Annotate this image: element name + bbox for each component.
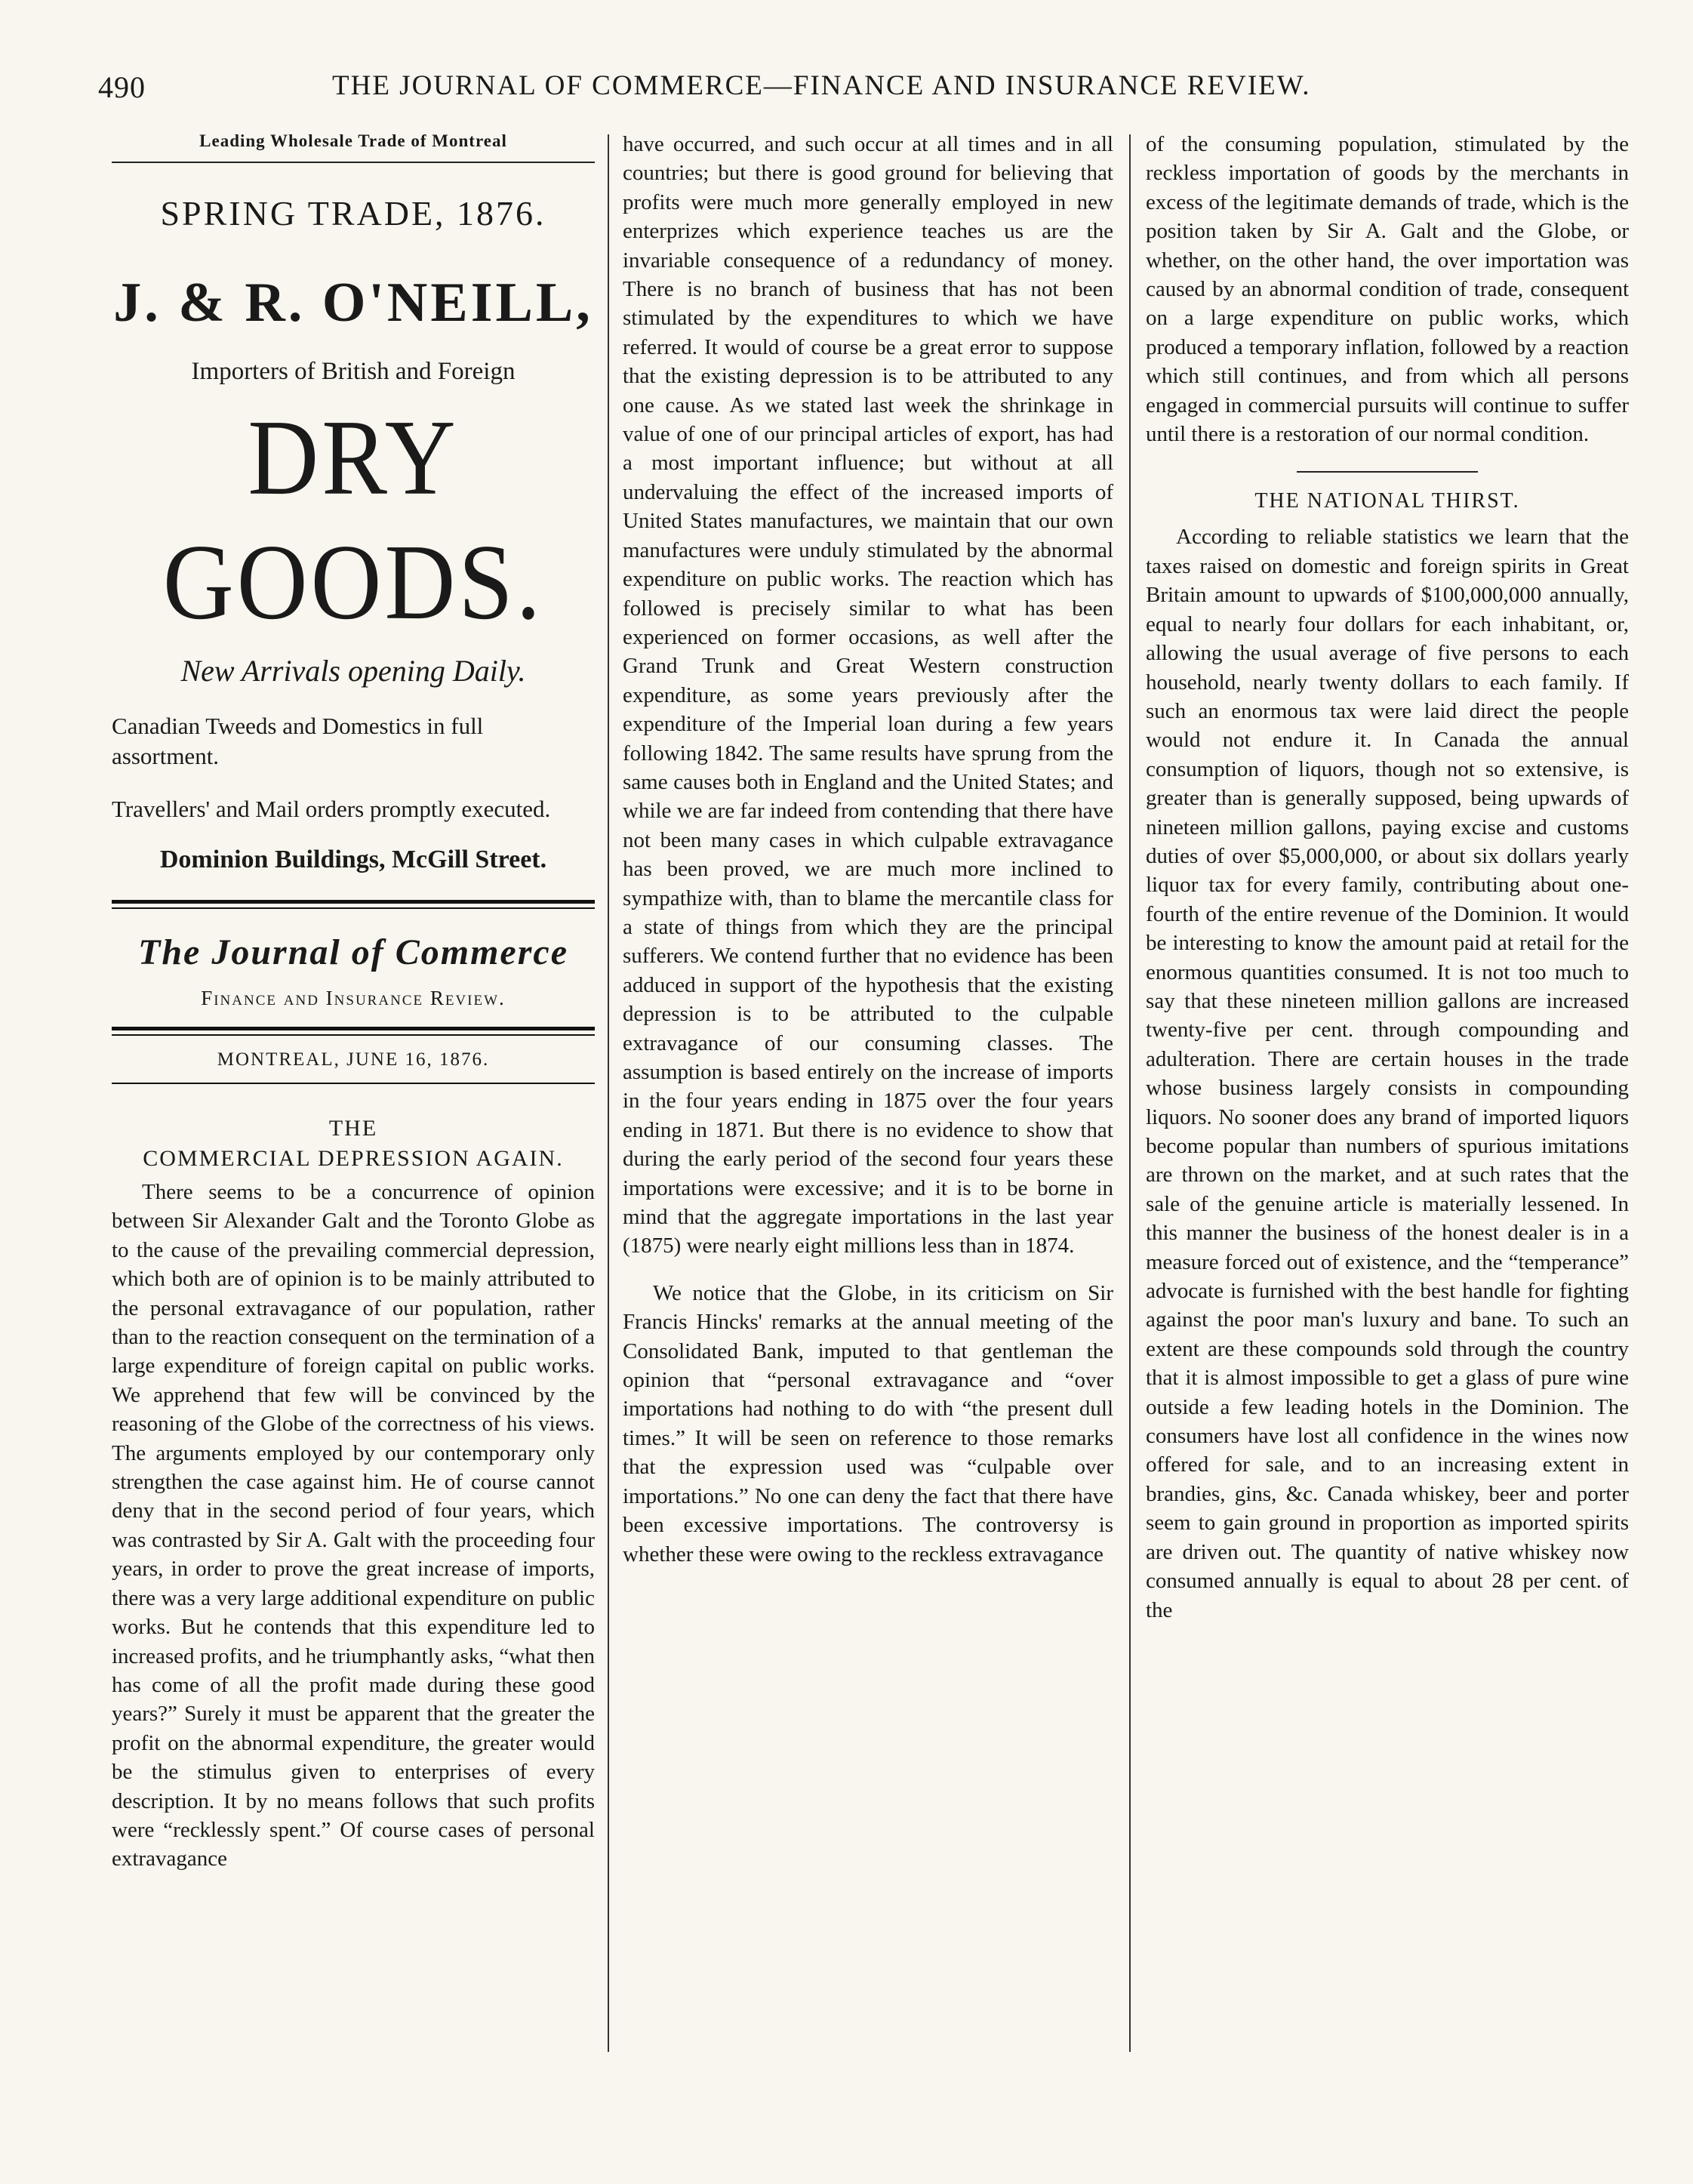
masthead-title: The Journal of Commerce [138,932,568,972]
page-number: 490 [98,70,146,104]
article1-heading-line2: COMMERCIAL DEPRESSION AGAIN. [143,1146,564,1171]
ad-dry-goods: DRY GOODS. [162,398,544,642]
article2-body: According to reliable statistics we learn that the taxes raised on domestic and foreign spirits in Great Britain amount to upwards of $100,000,000 annually, equal to nearly four dollars for each inhabitant, or, allowing the usual average of five persons to each household, nearly twenty dollars to each family. If such an enormous tax were laid direct the people would not endure it. In Canada the annual consumption of liquors, though not so extensive, is greater than is generally supposed, being upwards of nineteen million gallons, paying excise and customs duties of over $5,000,000, or about six dollars yearly liquor tax for every family, contributing about one-fourth of the entire revenue of the Dominion. It would be interesting to know the amount paid at retail for the enormous quantities consumed. It is not too much to say that these nineteen million gallons are increased twenty-five per cent. through compounding and adulteration. There are certain houses in the trade whose business largely consists in compounding liquors. No sooner does any brand of imported liquors become popular than numbers of spurious imitations are thrown on the market, and at such rates that the sale of the genuine article is materially lessened. In this manner the business of the honest dealer is in a measure forced out of existence, and the “temperance” advocate is furnished with the best handle for fighting against the poor man's luxury and bane. To such an extent are these compounds sold through the country that it is almost impossible to get a glass of pure wine outside a few leading hotels in the Dominion. The consumers have lost all confidence in the wines now offered for sale, and to an increasing extent in brandies, gins, &c. Canada whiskey, beer and porter seem to gain ground in proportion as imported spirits are driven out. The quantity of native whiskey now consumed annually is equal to about 28 per cent. of the [1146,525,1629,1622]
running-head [98,69,1600,115]
column-3 [1146,130,1629,1625]
masthead-rule-top [112,900,595,904]
ad-firm-name: J. & R. O'NEILL, [113,272,593,334]
masthead-rule-bottom-thin [112,1034,595,1036]
ad-banner: Leading Wholesale Trade of Montreal [199,131,507,150]
article-separator [1297,471,1478,473]
article1-paragraph-1b: have occurred, and such occur at all times and in all countries; but there is good ground for believing that profits were much more generally employed in new enterprizes which experience teaches us are the invariable consequence of a redundancy of money. There is no branch of business that has not been stimulated by the expenditures to which we have referred. It would of course be a great error to suppose that the existing depression is to be attributed to any one cause. As we stated last week the shrinkage in value of one of our principal articles of export, has had a most important influence; but without at all undervaluing the effect of the increased imports of United States manufactures, we maintain that our own manufactures were unduly stimulated by the abnormal expenditure on public works. The reaction which has followed is precisely similar to what has been experienced on former occasions, as well after the Grand Trunk and Great Western construction expenditure, as some years previously after the expenditure of the Imperial loan during a few years following 1842. The same results have sprung from the same causes both in England and the United States; and while we are far indeed from contending that there have not been many cases in which culpable extravagance has been proved, we are much more inclined to sympathize with, than to blame the mercantile class for a state of things from which they are the principal sufferers. We contend further that no evidence has been adduced in support of the hypothesis that the existing depression is to be attributed to the culpable extravagance of our consuming classes. The assumption is based entirely on the increase of imports in the four years ending in 1875 over the four years ending in 1871. But there is no evidence to show that during the early period of the second four years these importations were excessive; and it is to be borne in mind that the aggregate importations in the last year (1875) were nearly eight millions less than in 1874. [623,132,1113,1258]
journal-title: THE JOURNAL OF COMMERCE—FINANCE AND INSURANCE REVIEW. [332,70,1311,101]
column-1 [112,130,595,1874]
ad-address: Dominion Buildings, McGill Street. [159,846,547,873]
masthead-subtitle: Finance and Insurance Review. [201,987,506,1009]
ad-season: SPRING TRADE, 1876. [160,194,546,233]
article1-heading-line1: THE [328,1116,378,1141]
paragraph-gap [623,1261,1113,1279]
dateline-rule [112,1083,595,1084]
ad-rule [112,162,595,163]
column-2 [623,130,1113,1569]
article1-paragraph-2b: of the consuming population, stimulated by the reckless importation of goods by the merchants in excess of the legitimate demands of trade, which is the position taken by Sir A. Galt and the Globe, or whether, on the other hand, the over importation was caused by an abnormal condition of trade, consequent on a large expenditure on public works, which produced a temporary inflation, followed by a reaction which still continues, and from which all persons engaged in commercial pursuits will continue to suffer until there is a restoration of our normal condition. [1146,132,1629,447]
masthead-rule-top-thin [112,907,595,909]
masthead-rule-bottom [112,1027,595,1030]
article2-heading: THE NATIONAL THIRST. [1254,489,1520,513]
dateline: MONTREAL, JUNE 16, 1876. [217,1049,490,1070]
article1-paragraph-1a: There seems to be a concurrence of opinion between Sir Alexander Galt and the Toronto Globe as to the cause of the prevailing commercial depression, which both are of opinion is to be mainly attributed to the personal extravagance of our population, rather than to the reaction consequent on the termination of a large expenditure of foreign capital on public works. We apprehend that few will be convinced by the reasoning of the Globe of the correctness of his views. The arguments employed by our contemporary only strengthen the case against him. He of course cannot deny that in the second period of four years, which was contrasted by Sir A. Galt with the proceeding four years, in order to prove the great increase of imports, there was a very large additional expenditure on public works. But he contends that this expenditure led to increased profits, and he triumphantly asks, “what then has come of all the profit made during these good years?” Surely it must be apparent that the greater the profit on the abnormal expenditure, the greater would be the stimulus given to enterprises of every description. It by no means follows that such profits were “recklessly spent.” Of course cases of personal extravagance [112,1180,595,1871]
ad-orders: Travellers' and Mail orders promptly executed. [112,796,551,822]
ad-arrivals: New Arrivals opening Daily. [180,654,526,688]
article1-paragraph-2a: We notice that the Globe, in its criticism on Sir Francis Hincks' remarks at the annual meeting of the Consolidated Bank, imputed to that gentleman the opinion that “personal extravagance and “over importations had nothing to do with “the present dull times.” It will be seen on reference to those remarks that the expression used was “culpable over importations.” No one can deny the fact that there have been excessive importations. The controversy is whether these were owing to the reckless extravagance [623,1280,1113,1566]
ad-importers: Importers of British and Foreign [191,358,516,385]
column-rule-2 [1129,134,1131,2052]
column-rule-1 [608,134,609,2052]
ad-tweeds: Canadian Tweeds and Domestics in full assortment. [112,713,484,769]
advertisement [112,131,595,874]
